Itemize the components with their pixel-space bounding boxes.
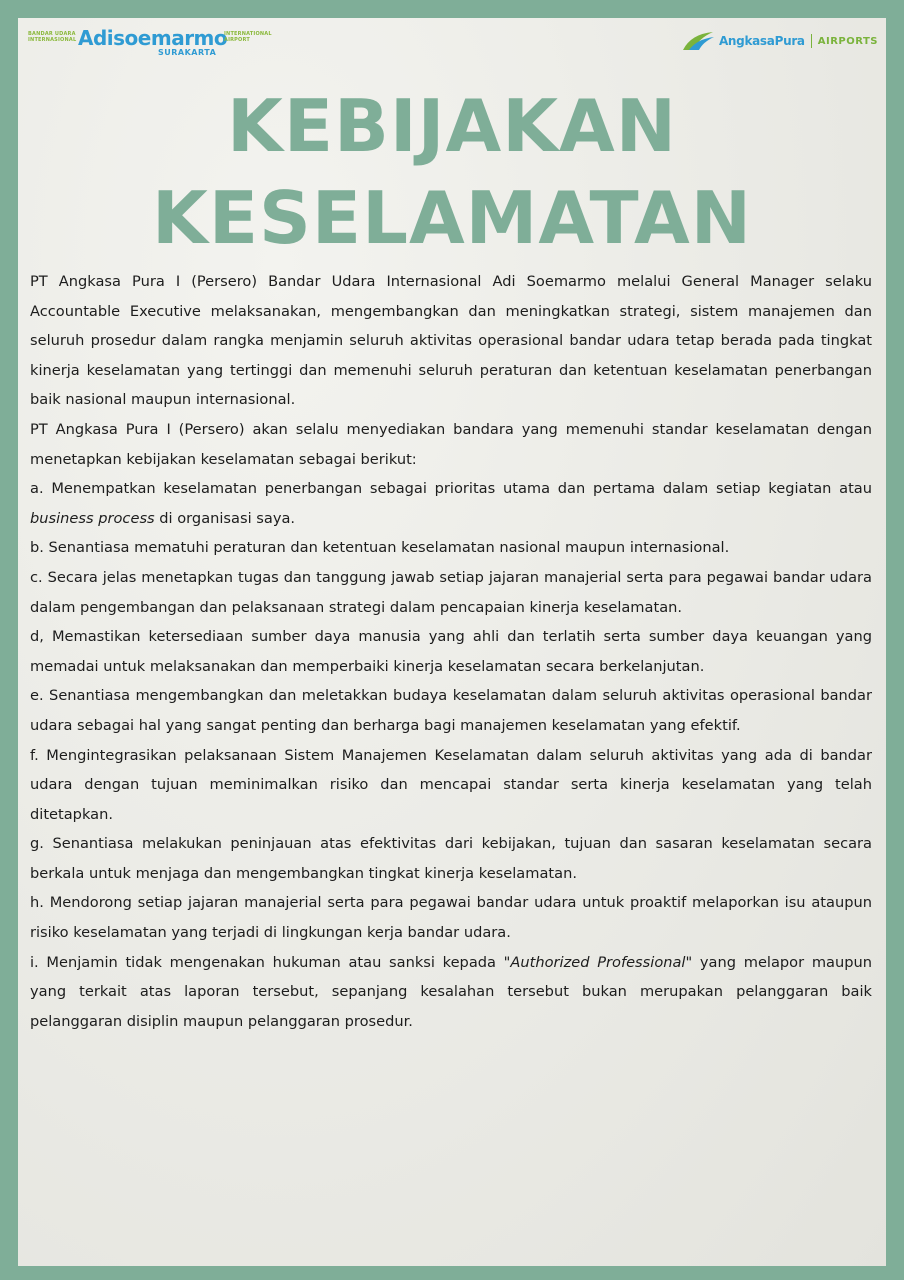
angkasa-pura-mark-icon xyxy=(681,30,715,52)
logo-left-caption-3: INTERNATIONAL xyxy=(224,31,272,37)
policy-item-c: c. Secara jelas menetapkan tugas dan tanggung jawab setiap jajaran manajerial serta para pegawai bandar udara dalam pengembangan dan pelaksanaan strategi dalam pencapaian kinerja keselamatan. xyxy=(30,568,872,616)
title-line-2: KESELAMATAN xyxy=(152,176,752,260)
policy-item-i xyxy=(30,948,872,1037)
logo-left-city: SURAKARTA xyxy=(158,48,217,57)
item-a-italic: business process xyxy=(30,509,155,527)
item-i-italic: Authorized Professional xyxy=(510,953,686,971)
policy-item-h: h. Mendorong setiap jajaran manajerial serta para pegawai bandar udara untuk proaktif melaporkan isu ataupun risiko keselamatan yang terjadi di lingkungan kerja bandar udara. xyxy=(30,894,872,942)
policy-item-g: g. Senantiasa melakukan peninjauan atas efektivitas dari kebijakan, tujuan dan sasaran keselamatan secara berkala untuk menjaga dan mengembangkan tingkat kinerja keselamatan. xyxy=(30,835,872,882)
item-i-text: i. Menjamin tidak mengenakan hukuman atau sanksi kepada " xyxy=(30,953,511,971)
policy-body xyxy=(30,267,872,1036)
policy-item-f: f. Mengintegrasikan pelaksanaan Sistem Manajemen Keselamatan dalam seluruh aktivitas yang ada di bandar udara dengan tujuan meminimalkan risiko dan mencapai standar serta kinerja keselamatan yang telah ditetapkan. xyxy=(30,746,872,823)
poster-page xyxy=(18,18,886,1266)
policy-item-a xyxy=(30,474,872,533)
policy-statement: PT Angkasa Pura I (Persero) akan selalu menyediakan bandara yang memenuhi standar keselamatan dengan menetapkan kebijakan keselamatan sebagai berikut: xyxy=(30,420,872,468)
logo-right-tag: AIRPORTS xyxy=(817,35,878,47)
logo-left-caption-1: BANDAR UDARA xyxy=(28,31,76,37)
logo-left-caption-2: INTERNASIONAL xyxy=(28,37,77,43)
item-a-text: a. Menempatkan keselamatan penerbangan sebagai prioritas utama dan pertama dalam setiap kegiatan atau xyxy=(30,480,872,498)
intro-paragraph: PT Angkasa Pura I (Persero) Bandar Udara Internasional Adi Soemarmo melalui General Manager selaku Accountable Executive melaksanakan, mengembangkan dan meningkatkan strategi, sistem manajemen dan seluruh prosedur dalam rangka menjamin seluruh aktivitas operasional bandar udara tetap berada pada tingkat kinerja keselamatan yang tertinggi dan memenuhi seluruh peraturan dan ketentuan keselamatan penerbangan baik nasional maupun internasional. xyxy=(30,273,872,409)
policy-item-d: d, Memastikan ketersediaan sumber daya manusia yang ahli dan terlatih serta sumber daya keuangan yang memadai untuk melaksanakan dan memperbaiki kinerja keselamatan secara berkelanjutan. xyxy=(30,628,872,675)
logo-left-brand: Adisoemarmo xyxy=(78,26,228,50)
title-line-1: KEBIJAKAN xyxy=(227,84,677,168)
item-i-text-end: " yang melapor maupun yang terkait atas laporan tersebut, sepanjang kesalahan tersebut bukan merupakan pelanggaran baik pelanggaran disiplin maupun pelanggaran prosedur. xyxy=(30,953,872,1030)
policy-item-e: e. Senantiasa mengembangkan dan meletakkan budaya keselamatan dalam seluruh aktivitas operasional bandar udara sebagai hal yang sangat penting dan berharga bagi manajemen keselamatan yang efektif. xyxy=(30,687,872,734)
logo-right-name: AngkasaPura xyxy=(718,34,805,48)
page-title xyxy=(18,80,886,264)
item-a-text-end: di organisasi saya. xyxy=(154,509,296,527)
angkasa-pura-logo xyxy=(681,28,878,54)
policy-item-b: b. Senantiasa mematuhi peraturan dan ketentuan keselamatan nasional maupun internasional. xyxy=(30,539,730,557)
logo-left-caption-4: AIRPORT xyxy=(224,37,250,43)
logo-divider xyxy=(811,34,812,48)
